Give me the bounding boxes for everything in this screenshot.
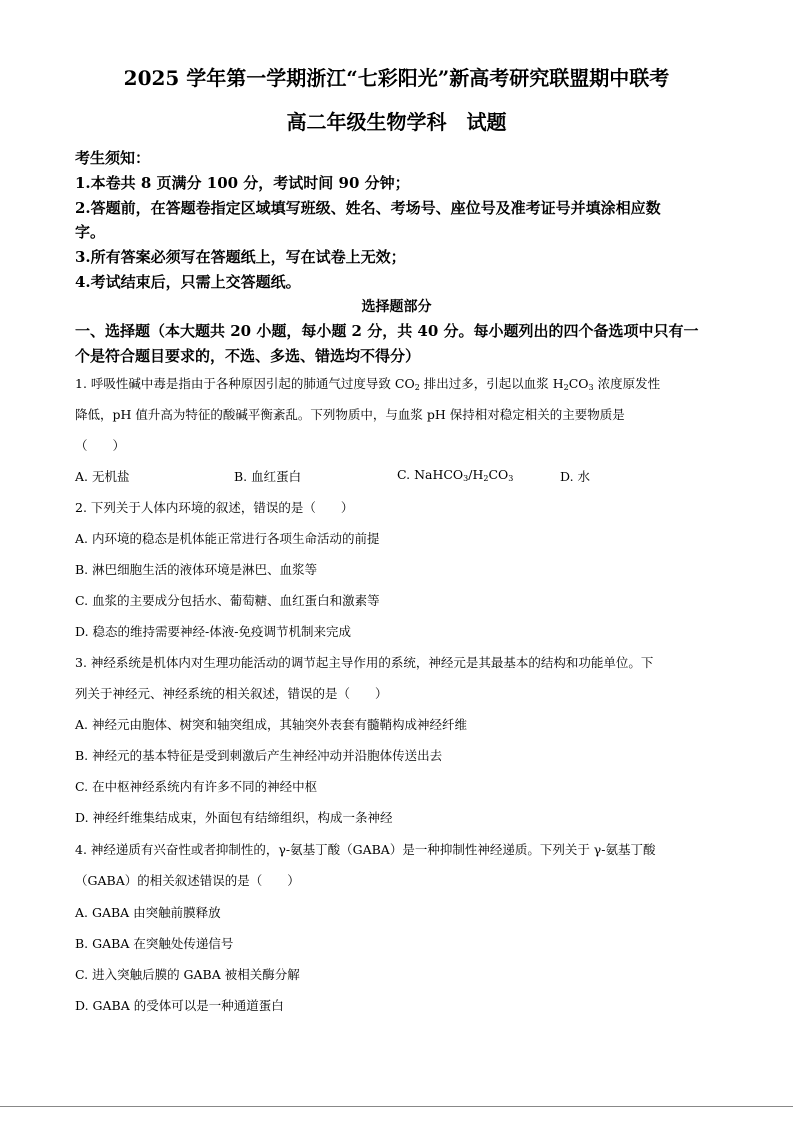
notice-item: 4.考试结束后，只需上交答题纸。 [75,273,301,291]
question-stem: 4. 神经递质有兴奋性或者抑制性的，γ-氨基丁酸（GABA）是一种抑制性神经递质。下列关于 γ-氨基丁酸 [75,842,656,857]
question-stem: 2. 下列关于人体内环境的叙述，错误的是（ ） [75,500,354,515]
section-title: 选择题部分 [361,299,432,315]
stem-text: 排出过多，引起以血浆 H [419,376,564,391]
question-stem: 3. 神经系统是机体内对生理功能活动的调节起主导作用的系统，神经元是其最基本的结构和功能单位。下 [75,655,654,670]
option-text: CO [488,467,509,482]
option-b: B. GABA 在突触处传递信号 [75,936,234,951]
option-b: B. 血红蛋白 [234,469,302,484]
notice-item: 1.本卷共 8 页满分 100 分，考试时间 90 分钟； [75,174,410,192]
question-stem [75,374,660,392]
notice-item: 3.所有答案必须写在答题纸上，写在试卷上无效； [75,248,406,266]
section-intro: 个是符合题目要求的，不选、多选、错选均不得分） [75,347,421,365]
answer-blank: （ ） [75,438,126,453]
option-text: /H [468,467,484,482]
stem-text: 1. 呼吸性碱中毒是指由于各种原因引起的肺通气过度导致 CO [75,376,415,391]
question-stem: 降低，pH 值升高为特征的酸碱平衡紊乱。下列物质中，与血浆 pH 保持相对稳定相关的主要物质是 [75,407,625,422]
notice-item: 2.答题前，在答题卷指定区域填写班级、姓名、考场号、座位号及准考证号并填涂相应数 [75,199,661,217]
subscript: 2 [414,383,420,392]
notice-item: 字。 [75,223,106,241]
option-b: B. 淋巴细胞生活的液体环境是淋巴、血浆等 [75,562,318,577]
option-c: C. 血浆的主要成分包括水、葡萄糖、血红蛋白和激素等 [75,593,380,608]
subscript: 3 [463,474,469,483]
subscript: 2 [563,383,569,392]
stem-text: CO [568,376,589,391]
option-c: C. 进入突触后膜的 GABA 被相关酶分解 [75,967,300,982]
option-d: D. 稳态的维持需要神经-体液-免疫调节机制来完成 [75,624,351,639]
option-a: A. 神经元由胞体、树突和轴突组成，其轴突外表套有髓鞘构成神经纤维 [75,717,467,732]
option-d: D. 水 [560,469,591,484]
option-d: D. 神经纤维集结成束，外面包有结缔组织，构成一条神经 [75,810,393,825]
page-bottom-divider [0,1106,793,1107]
option-b: B. 神经元的基本特征是受到刺激后产生神经冲动并沿胞体传送出去 [75,748,443,763]
option-a: A. GABA 由突触前膜释放 [75,905,221,920]
subscript: 3 [508,474,514,483]
option-d: D. GABA 的受体可以是一种通道蛋白 [75,998,284,1013]
exam-subtitle: 高二年级生物学科 试题 [286,110,507,134]
option-c [397,467,513,483]
section-intro: 一、选择题（本大题共 20 小题，每小题 2 分，共 40 分。每小题列出的四个备选项中只有一 [75,322,699,340]
option-text: C. NaHCO [397,467,464,482]
exam-title: 2025 学年第一学期浙江“七彩阳光”新高考研究联盟期中联考 [123,66,670,90]
subscript: 2 [483,474,489,483]
option-c: C. 在中枢神经系统内有许多不同的神经中枢 [75,779,318,794]
notice-heading: 考生须知： [75,149,151,167]
question-stem: 列关于神经元、神经系统的相关叙述，错误的是（ ） [75,686,388,701]
option-a: A. 无机盐 [75,469,130,484]
subscript: 3 [588,383,594,392]
option-a: A. 内环境的稳态是机体能正常进行各项生命活动的前提 [75,531,380,546]
stem-text: 浓度原发性 [593,376,661,391]
question-stem: （GABA）的相关叙述错误的是（ ） [75,873,300,888]
